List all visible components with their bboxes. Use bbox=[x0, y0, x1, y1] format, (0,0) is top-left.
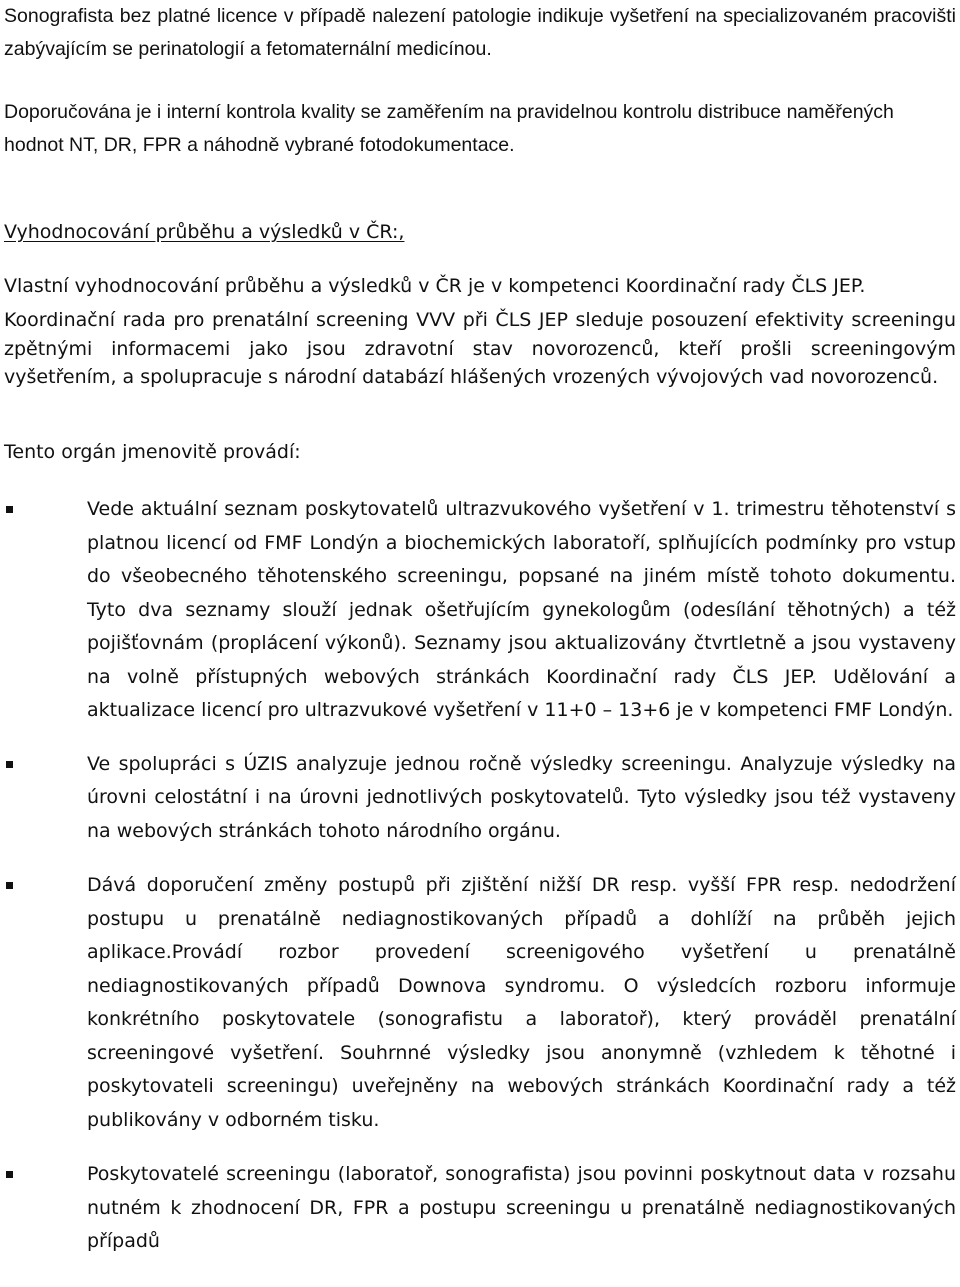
list-item bbox=[4, 748, 956, 849]
square-bullet-icon bbox=[6, 1171, 13, 1178]
section-heading: Vyhodnocování průběhu a výsledků v ČR:, bbox=[4, 221, 405, 243]
list-item bbox=[4, 1158, 956, 1259]
square-bullet-icon bbox=[6, 882, 13, 889]
list-item-text: Ve spolupráci s ÚZIS analyzuje jednou ročně výsledky screeningu. Analyzuje výsledky na úrovni celostátní i na úrovni jednotlivých poskytovatelů. Tyto výsledky jsou též vystaveny na webových stránkách tohoto národního orgánu. bbox=[87, 752, 956, 842]
square-bullet-icon bbox=[6, 761, 13, 768]
list-item bbox=[4, 493, 956, 728]
list-item-text: Dává doporučení změny postupů při zjištění nižší DR resp. vyšší FPR resp. nedodržení postupu u prenatálně nediagnostikovaných případů a dohlíží na průběh jejich aplikace.Provádí rozbor provedení screenigového vyšetření u prenatálně nediagnostikovaných případů Downova syndromu. O výsledcích rozboru informuje konkrétního poskytovatele (sonografistu a laboratoř), který prováděl prenatální screeningové vyšetření. Souhrnné výsledky jsou anonymně (vzhledem k těhotné i poskytovateli screeningu) uveřejněny na webových stránkách Koordinační rady a též publikovány v odborném tisku. bbox=[87, 874, 956, 1131]
list-item bbox=[4, 869, 956, 1137]
tasks-list bbox=[4, 493, 956, 1259]
square-bullet-icon bbox=[6, 506, 13, 513]
paragraph-sonografista: Sonografista bez platné licence v případě nalezení patologie indikuje vyšetření na specializovaném pracovišti zabývajícím se perinatologií a fetomaternální medicínou. bbox=[4, 5, 956, 60]
list-item-text: Vede aktuální seznam poskytovatelů ultrazvukového vyšetření v 1. trimestru těhotenství s platnou licencí od FMF Londýn a biochemických laboratoří, splňujících podmínky pro vstup do všeobecného těhotenského screeningu, popsané na jiném místě tohoto dokumentu. Tyto dva seznamy slouží jednak ošetřujícím gynekologům (odesílání těhotných) a též pojišťovnám (proplácení výkonů). Seznamy jsou aktualizovány čtvrtletně a jsou vystaveny na volně přístupných webových stránkách Koordinační rady ČLS JEP. Udělování a aktualizace licencí pro ultrazvukové vyšetření v 11+0 – 13+6 je v kompetenci FMF Londýn. bbox=[87, 498, 956, 721]
paragraph-quality-control: Doporučována je i interní kontrola kvality se zaměřením na pravidelnou kontrolu distribuce naměřených hodnot NT, DR, FPR a náhodně vybrané fotodokumentace. bbox=[4, 101, 894, 156]
paragraph-competence: Vlastní vyhodnocování průběhu a výsledků v ČR je v kompetenci Koordinační rady ČLS JEP. bbox=[4, 275, 866, 297]
paragraph-tasks-intro: Tento orgán jmenovitě provádí: bbox=[4, 441, 301, 463]
paragraph-coordination-council: Koordinační rada pro prenatální screening VVV při ČLS JEP sleduje posouzení efektivity screeningu zpětnými informacemi jako jsou zdravotní stav novorozenců, kteří prošli screeningovým vyšetřením, a spolupracuje s národní databází hlášených vrozených vývojových vad novorozenců. bbox=[4, 309, 956, 388]
list-item-text: Poskytovatelé screeningu (laboratoř, sonografista) jsou povinni poskytnout data v rozsahu nutném k zhodnocení DR, FPR a postupu screeningu u prenatálně nediagnostikovaných případů bbox=[87, 1163, 956, 1252]
